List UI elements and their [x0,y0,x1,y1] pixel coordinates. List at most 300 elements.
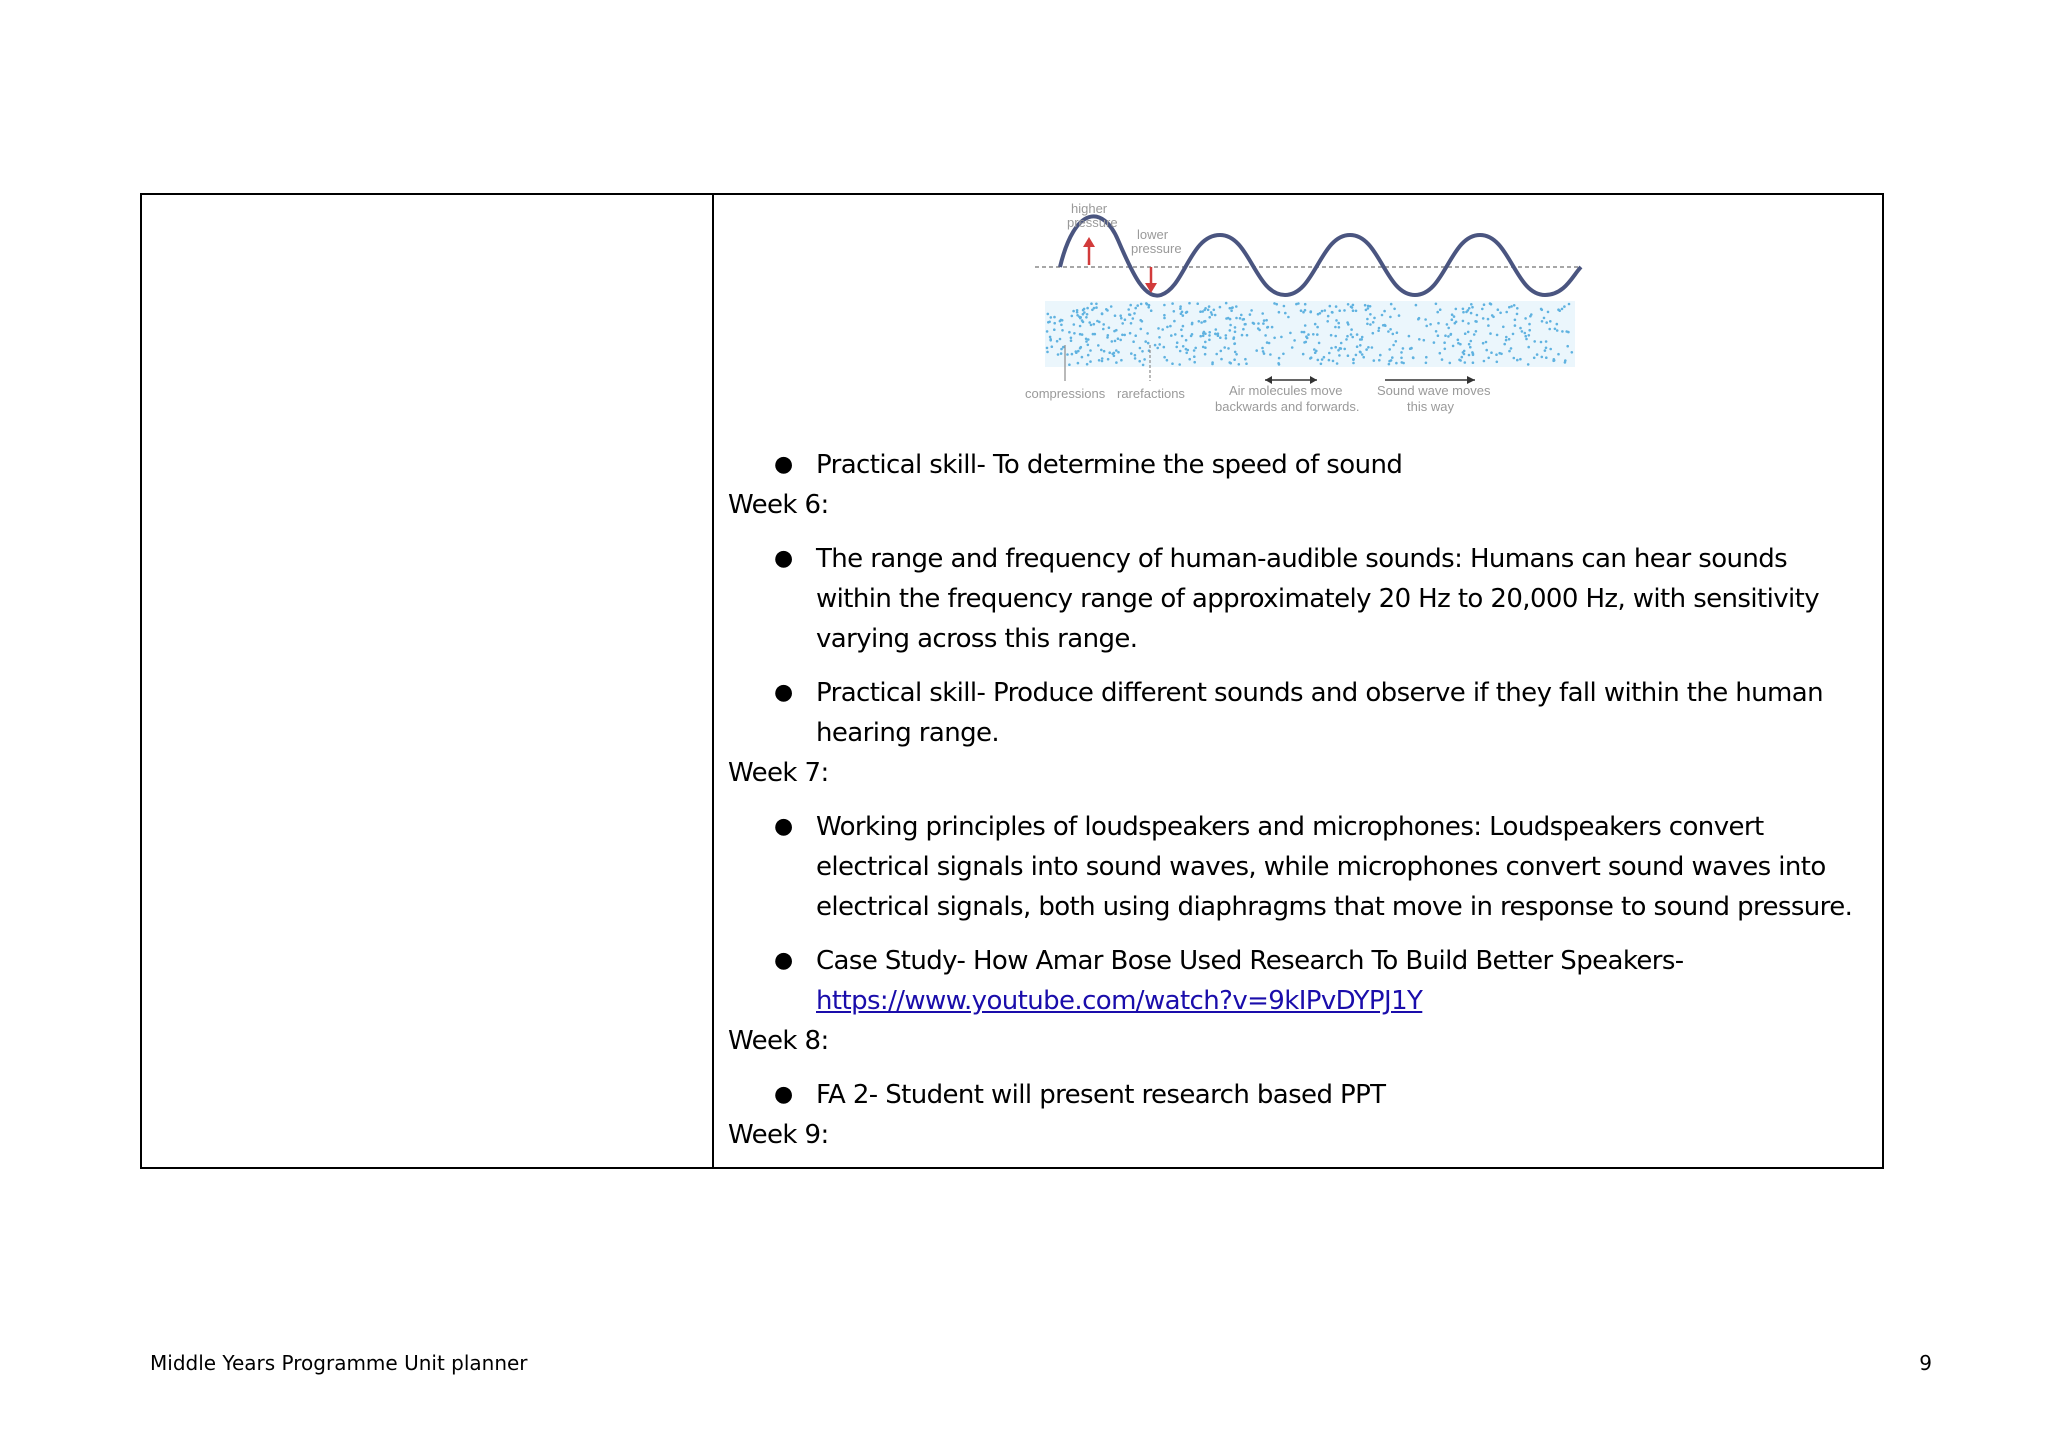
air-particle [1233,358,1236,361]
air-particle [1061,329,1064,332]
air-particle [1208,331,1211,334]
air-particle [1320,363,1323,366]
label-lower-pressure: pressure [1131,241,1182,256]
air-particle [1379,354,1382,357]
air-particle [1204,346,1207,349]
air-particle [1435,330,1438,333]
air-particle [1066,353,1069,356]
air-particle [1563,305,1566,308]
air-particle [1268,342,1271,345]
air-particle [1536,353,1539,356]
air-particle [1453,315,1456,318]
air-particle [1547,311,1550,314]
air-particle [1505,336,1508,339]
air-particle [1331,311,1334,314]
air-particle [1334,346,1337,349]
air-particle [1355,354,1358,357]
air-particle [1081,333,1084,336]
air-particle [1229,329,1232,332]
air-particle [1050,316,1053,319]
air-particle [1179,305,1182,308]
air-particle [1369,313,1372,316]
air-particle [1106,309,1109,312]
air-particle [1352,304,1355,307]
air-particle [1335,305,1338,308]
air-particle [1467,331,1470,334]
air-particle [1101,360,1104,363]
air-particle [1219,336,1222,339]
air-particle [1464,332,1467,335]
air-particle [1144,340,1147,343]
air-particle [1367,305,1370,308]
air-particle [1336,362,1339,365]
air-particle [1214,333,1217,336]
air-particle [1436,311,1439,314]
air-particle [1490,351,1493,354]
list-item: ● FA 2- Student will present research based PPT [728,1075,1862,1115]
air-particle [1203,331,1206,334]
air-particle [1476,314,1479,317]
air-particle [1072,310,1075,313]
air-particle [1508,350,1511,353]
air-particle [1317,359,1320,362]
air-particle [1412,356,1415,359]
air-particle [1249,313,1252,316]
air-particle [1388,348,1391,351]
air-particle [1402,347,1405,350]
air-particle [1524,317,1527,320]
air-particle [1372,321,1375,324]
air-particle [1338,326,1341,329]
air-particle [1120,359,1123,362]
air-particle [1086,363,1089,366]
air-particle [1234,331,1237,334]
air-particle [1359,351,1362,354]
air-particle [1073,323,1076,326]
air-particle [1565,330,1568,333]
air-particle [1365,309,1368,312]
air-particle [1278,357,1281,360]
week-7-heading: Week 7: [728,758,829,788]
air-particle [1463,353,1466,356]
air-particle [1457,342,1460,345]
air-particle [1138,360,1141,363]
air-particle [1225,334,1228,337]
air-particle [1373,359,1376,362]
air-particle [1388,363,1391,366]
air-particle [1359,344,1362,347]
air-particle [1528,334,1531,337]
air-particle [1360,338,1363,341]
label-compressions: compressions [1025,386,1106,401]
unit-planner-table [140,193,1884,1169]
bullet-list-week7 [728,807,1862,1021]
air-particle [1062,346,1065,349]
air-particle [1261,347,1264,350]
air-particle [1356,345,1359,348]
label-wave-1: Sound wave moves [1377,383,1491,398]
air-particle [1545,347,1548,350]
air-particle [1483,303,1486,306]
air-particle [1541,356,1544,359]
air-particle [1444,348,1447,351]
air-particle [1100,349,1103,352]
air-particle [1372,332,1375,335]
air-particle [1489,302,1492,305]
bullet-icon: ● [774,452,793,477]
air-particle [1060,319,1063,322]
air-particle [1545,321,1548,324]
air-particle [1070,339,1073,342]
air-particle [1528,329,1531,332]
air-particle [1418,338,1421,341]
air-particle [1188,302,1191,305]
air-particle [1175,346,1178,349]
air-particle [1182,345,1185,348]
week-6-heading: Week 6: [728,490,829,520]
air-particle [1145,302,1148,305]
air-particle [1140,328,1143,331]
bullet-list-week8 [728,1075,1862,1115]
air-particle [1514,324,1517,327]
air-particle [1373,317,1376,320]
air-particle [1089,349,1092,352]
air-particle [1521,330,1524,333]
air-particle [1071,315,1074,318]
air-particle [1128,313,1131,316]
air-particle [1441,358,1444,361]
air-particle [1409,347,1412,350]
air-particle [1346,335,1349,338]
air-particle [1173,320,1176,323]
label-higher-pressure: pressure [1067,215,1118,230]
air-particle [1208,339,1211,342]
air-particle [1193,355,1196,358]
air-particle [1556,329,1559,332]
air-particle [1214,314,1217,317]
air-particle [1400,351,1403,354]
footer-title: Middle Years Programme Unit planner [150,1351,528,1375]
air-particle [1204,307,1207,310]
air-particle [1049,339,1052,342]
air-particle [1545,340,1548,343]
air-particle [1166,359,1169,362]
air-particle [1046,347,1049,350]
air-particle [1350,306,1353,309]
air-particle [1203,320,1206,323]
air-particle [1046,330,1049,333]
air-particle [1366,323,1369,326]
bullet-icon: ● [774,546,793,571]
air-particle [1114,340,1117,343]
air-particle [1525,338,1528,341]
air-particle [1087,338,1090,341]
air-particle [1255,349,1258,352]
air-particle [1229,307,1232,310]
air-particle [1334,335,1337,338]
air-particle [1557,308,1560,311]
air-particle [1110,305,1113,308]
air-particle [1102,323,1105,326]
air-particle [1472,352,1475,355]
air-particle [1215,328,1218,331]
air-particle [1231,306,1234,309]
air-particle [1060,348,1063,351]
air-particle [1487,357,1490,360]
air-particle [1087,354,1090,357]
air-particle [1053,328,1056,331]
air-particle [1291,346,1294,349]
air-particle [1280,336,1283,339]
air-particle [1556,323,1559,326]
air-particle [1469,346,1472,349]
air-particle [1053,316,1056,319]
air-particle [1408,335,1411,338]
air-particle [1239,317,1242,320]
air-particle [1566,345,1569,348]
air-particle [1472,361,1475,364]
air-particle [1392,333,1395,336]
air-particle [1176,341,1179,344]
air-particle [1545,356,1548,359]
air-particle [1163,317,1166,320]
air-particle [1107,358,1110,361]
air-particle [1219,306,1222,309]
air-particle [1208,316,1211,319]
air-particle [1328,359,1331,362]
air-particle [1081,356,1084,359]
air-particle [1181,335,1184,338]
air-particle [1275,303,1278,306]
air-particle [1553,359,1556,362]
air-particle [1085,316,1088,319]
air-particle [1129,332,1132,335]
air-particle [1398,314,1401,317]
air-particle [1530,313,1533,316]
air-particle [1130,352,1133,355]
air-particle [1516,313,1519,316]
air-particle [1120,317,1123,320]
air-particle [1235,317,1238,320]
air-particle [1361,353,1364,356]
air-particle [1208,334,1211,337]
air-particle [1510,347,1513,350]
air-particle [1048,321,1051,324]
air-particle [1108,351,1111,354]
air-particle [1262,322,1265,325]
air-particle [1265,319,1268,322]
air-particle [1182,325,1185,328]
air-particle [1328,352,1331,355]
air-particle [1204,341,1207,344]
air-particle [1227,347,1230,350]
air-particle [1319,312,1322,315]
air-particle [1101,312,1104,315]
air-particle [1514,319,1517,322]
air-particle [1487,318,1490,321]
air-particle [1225,337,1228,340]
air-particle [1527,346,1530,349]
air-particle [1513,304,1516,307]
air-particle [1088,321,1091,324]
air-particle [1378,327,1381,330]
air-particle [1271,326,1274,329]
label-wave-2: this way [1407,399,1454,414]
air-particle [1132,317,1135,320]
table-cell-right [714,195,1882,1167]
air-particle [1444,334,1447,337]
air-particle [1352,362,1355,365]
air-particle [1115,361,1118,364]
air-particle [1300,309,1303,312]
air-particle [1561,308,1564,311]
air-particle [1318,342,1321,345]
air-particle [1234,342,1237,345]
air-particle [1202,335,1205,338]
air-particle [1173,310,1176,313]
air-particle [1053,322,1056,325]
air-particle [1217,334,1220,337]
air-particle [1303,341,1306,344]
air-particle [1211,363,1214,366]
air-particle [1245,362,1248,365]
air-particle [1316,326,1319,329]
label-rarefactions: rarefactions [1117,386,1185,401]
air-particle [1452,345,1455,348]
air-particle [1425,362,1428,365]
air-particle [1087,344,1090,347]
air-particle [1467,322,1470,325]
air-particle [1337,322,1340,325]
air-particle [1238,363,1241,366]
air-particle [1157,327,1160,330]
air-particle [1533,357,1536,360]
air-particle [1163,304,1166,307]
air-particle [1250,309,1253,312]
air-particle [1102,328,1105,331]
air-particle [1123,334,1126,337]
air-particle [1228,361,1231,364]
air-particle [1208,305,1211,308]
air-particle [1147,306,1150,309]
air-particle [1516,307,1519,310]
air-particle [1435,303,1438,306]
air-particle [1277,362,1280,365]
air-particle [1369,323,1372,326]
air-particle [1485,349,1488,352]
air-particle [1229,324,1232,327]
air-particle [1090,324,1093,327]
air-particle [1395,340,1398,343]
air-particle [1335,319,1338,322]
air-particle [1350,333,1353,336]
air-particle [1450,333,1453,336]
air-particle [1117,351,1120,354]
air-particle [1468,343,1471,346]
air-particle [1482,317,1485,320]
air-particle [1338,354,1341,357]
air-particle [1361,336,1364,339]
air-particle [1352,359,1355,362]
air-particle [1101,357,1104,360]
air-particle [1447,327,1450,330]
youtube-link[interactable]: https://www.youtube.com/watch?v=9kIPvDYPJ1Y [816,986,1423,1016]
air-particle [1111,340,1114,343]
air-particle [1387,330,1390,333]
air-particle [1134,357,1137,360]
air-particle [1097,344,1100,347]
air-particle [1187,349,1190,352]
air-particle [1193,361,1196,364]
air-particle [1210,311,1213,314]
air-particle [1497,308,1500,311]
air-particle [1229,318,1232,321]
air-particle [1464,361,1467,364]
air-particle [1321,310,1324,313]
air-particle [1510,305,1513,308]
air-particle [1134,354,1137,357]
air-particle [1283,305,1286,308]
air-particle [1174,333,1177,336]
air-particle [1261,312,1264,315]
air-particle [1487,324,1490,327]
air-particle [1455,308,1458,311]
air-particle [1086,307,1089,310]
air-particle [1549,348,1552,351]
air-particle [1389,316,1392,319]
air-particle [1425,356,1428,359]
air-particle [1113,330,1116,333]
air-particle [1191,333,1194,336]
air-particle [1181,311,1184,314]
air-particle [1139,347,1142,350]
air-particle [1470,303,1473,306]
air-particle [1462,308,1465,311]
air-particle [1446,323,1449,326]
air-particle [1470,312,1473,315]
bullet-icon: ● [774,948,793,973]
air-particle [1257,322,1260,325]
air-particle [1103,350,1106,353]
air-particle [1482,342,1485,345]
air-particle [1326,320,1329,323]
air-particle [1424,318,1427,321]
air-particle [1516,359,1519,362]
list-item: ● The range and frequency of human-audible sounds: Humans can hear sounds within the frequency range of approximately 20 Hz to 20,000 Hz, with sensitivity varying across this range. [728,539,1862,659]
air-particle [1287,316,1290,319]
air-particle [1252,322,1255,325]
label-air-1: Air molecules move [1229,383,1343,398]
air-particle [1329,305,1332,308]
air-particle [1213,309,1216,312]
air-particle [1293,339,1296,342]
air-particle [1106,336,1109,339]
air-particle [1220,358,1223,361]
air-particle [1163,314,1166,317]
air-particle [1447,335,1450,338]
air-particle [1077,362,1080,365]
air-particle [1401,361,1404,364]
air-particle [1086,313,1089,316]
table-cell-left [142,195,714,1167]
air-particle [1081,319,1084,322]
air-particle [1304,303,1307,306]
air-particle [1346,321,1349,324]
air-particle [1093,307,1096,310]
air-particle [1378,359,1381,362]
air-particle [1475,330,1478,333]
air-particle [1557,353,1560,356]
